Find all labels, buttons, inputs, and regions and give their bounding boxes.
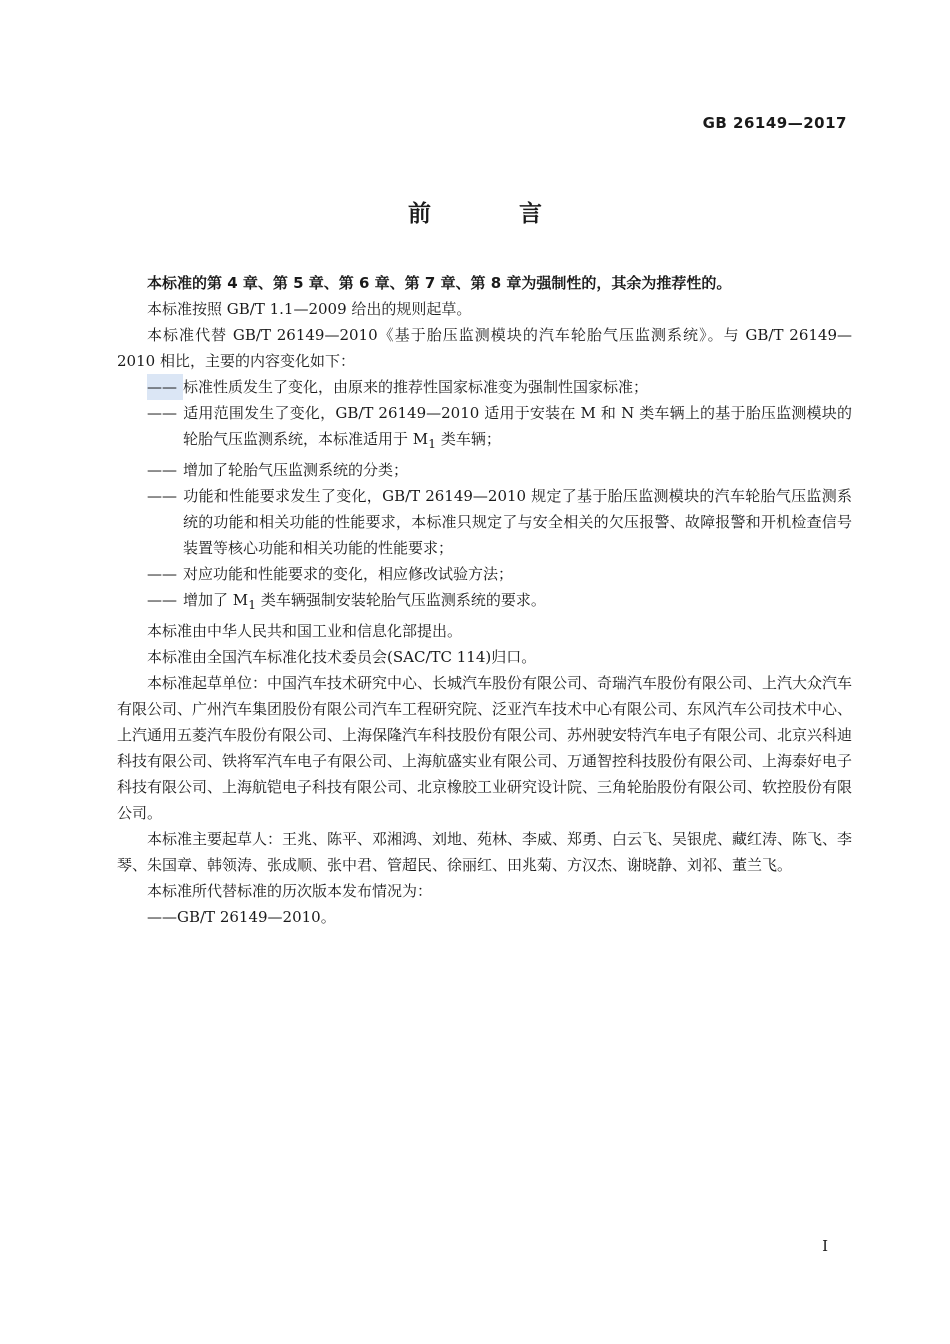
change-item	[147, 457, 852, 483]
history-item: ——GB/T 26149—2010。	[147, 908, 336, 926]
change-item-text: 标准性质发生了变化，由原来的推荐性国家标准变为强制性国家标准；	[183, 378, 649, 396]
page-number: I	[822, 1237, 828, 1255]
change-item	[147, 483, 852, 561]
mandatory-statement: 本标准的第 4 章、第 5 章、第 6 章、第 7 章、第 8 章为强制性的，其余为推荐性的。	[147, 274, 732, 292]
dash-marker: ——	[147, 404, 177, 422]
page-title: 前 言	[407, 201, 582, 227]
change-item-text: 类车辆强制安装轮胎气压监测系统的要求。	[256, 591, 546, 609]
standard-number: GB 26149—2017	[702, 114, 847, 132]
committee-paragraph: 本标准由全国汽车标准化技术委员会(SAC/TC 114)归口。	[147, 648, 537, 666]
foreword-body	[117, 270, 852, 930]
dash-marker: ——	[147, 565, 177, 583]
change-item-text: 类车辆；	[436, 430, 501, 448]
drafting-units-paragraph: 本标准起草单位：中国汽车技术研究中心、长城汽车股份有限公司、奇瑞汽车股份有限公司、上汽大众汽车有限公司、广州汽车集团股份有限公司汽车工程研究院、泛亚汽车技术中心有限公司、东风汽车公司技术中心、上汽通用五菱汽车股份有限公司、上海保隆汽车科技股份有限公司、苏州驶安特汽车电子有限公司、北京兴科迪科技有限公司、铁将军汽车电子有限公司、上海航盛实业有限公司、万通智控科技股份有限公司、上海泰好电子科技有限公司、上海航铠电子科技有限公司、北京橡胶工业研究设计院、三角轮胎股份有限公司、软控股份有限公司。	[117, 674, 853, 822]
change-item	[147, 561, 852, 587]
change-item	[147, 374, 852, 400]
dash-marker: ——	[147, 591, 177, 609]
change-item-text: 增加了 M	[183, 591, 249, 609]
drafting-rule-paragraph: 本标准按照 GB/T 1.1—2009 给出的规则起草。	[147, 300, 472, 318]
change-item	[147, 400, 852, 457]
change-item-text: 适用范围发生了变化，GB/T 26149—2010 适用于安装在 M 和 N 类车辆上的基于胎压监测模块的轮胎气压监测系统，本标准适用于 M	[183, 404, 852, 448]
subscript: 1	[248, 597, 257, 612]
dash-marker: ——	[147, 487, 177, 505]
history-heading: 本标准所代替标准的历次版本发布情况为：	[147, 882, 433, 900]
change-item	[147, 587, 852, 618]
dash-marker: ——	[147, 461, 177, 479]
replacement-paragraph: 本标准代替 GB/T 26149—2010《基于胎压监测模块的汽车轮胎气压监测系统》。与 GB/T 26149—2010 相比，主要的内容变化如下：	[117, 326, 852, 370]
drafters-paragraph: 本标准主要起草人：王兆、陈平、邓湘鸿、刘地、苑林、李威、郑勇、白云飞、吴银虎、藏红涛、陈飞、李琴、朱国章、韩领涛、张成顺、张中君、管超民、徐丽红、田兆菊、方汉杰、谢晓静、刘祁、董兰飞。	[117, 830, 853, 874]
change-item-text: 对应功能和性能要求的变化，相应修改试验方法；	[183, 565, 514, 583]
subscript: 1	[428, 436, 437, 451]
change-item-text: 增加了轮胎气压监测系统的分类；	[183, 461, 409, 479]
dash-marker: ——	[147, 374, 183, 400]
change-item-text: 功能和性能要求发生了变化，GB/T 26149—2010 规定了基于胎压监测模块的汽车轮胎气压监测系统的功能和相关功能的性能要求，本标准只规定了与安全相关的欠压报警、故障报警和开机检查信号装置等核心功能和相关功能的性能要求；	[183, 487, 852, 557]
proposer-paragraph: 本标准由中华人民共和国工业和信息化部提出。	[147, 622, 463, 640]
